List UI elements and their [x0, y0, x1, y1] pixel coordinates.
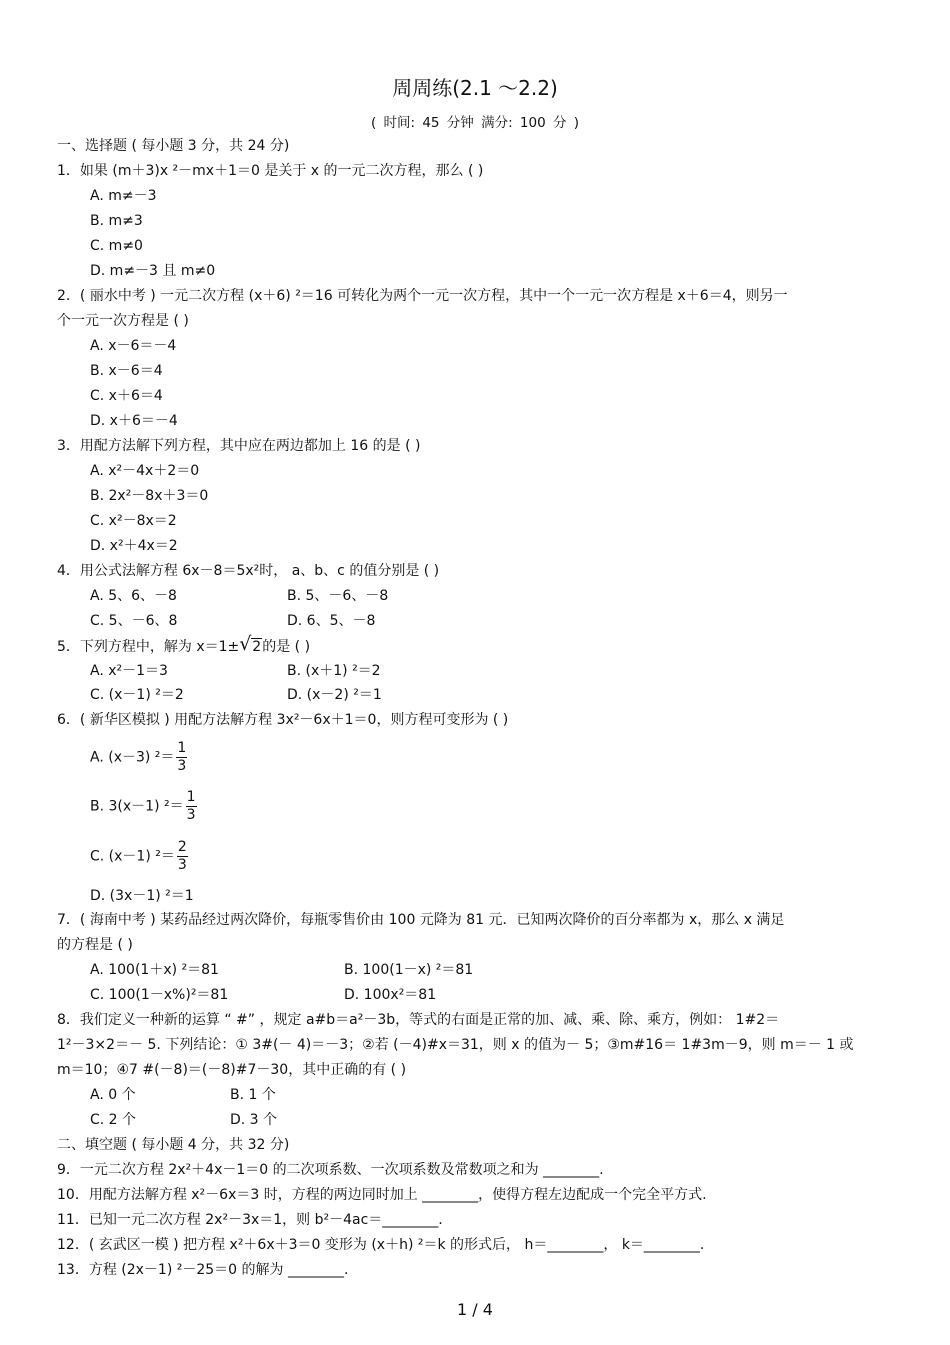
question-3-option-a: A. x²－4x＋2＝0 [90, 463, 200, 479]
question-5-option-b: B. (x＋1) ²＝2 [287, 663, 381, 679]
question-12: 12．( 玄武区一模 ) 把方程 x²＋6x＋3＝0 变形为 (x＋h) ²＝k 的形式后， h＝________， k＝________. [57, 1237, 705, 1253]
question-2-stem-line2: 个一元一次方程是 ( ) [57, 313, 189, 329]
question-7-option-d: D. 100x²＝81 [344, 987, 437, 1003]
question-7-stem-line1: 7．( 海南中考 ) 某药品经过两次降价，每瓶零售价由 100 元降为 81 元．已知两次降价的百分率都为 x，那么 x 满足 [57, 912, 785, 928]
question-8-option-d: D. 3 个 [230, 1112, 278, 1128]
fraction-denominator: 3 [177, 758, 187, 774]
question-10: 10．用配方法解方程 x²－6x＝3 时，方程的两边同时加上 ________，使得方程左边配成一个完全平方式. [57, 1187, 707, 1203]
question-7-stem-line2: 的方程是 ( ) [57, 937, 133, 953]
question-5-stem-text: 5．下列方程中，解为 x＝1± [57, 639, 240, 655]
fraction [177, 839, 188, 874]
question-4-option-c: C. 5、－6、8 [90, 613, 178, 629]
question-7-option-a: A. 100(1＋x) ²＝81 [90, 962, 219, 978]
question-7-option-b: B. 100(1－x) ²＝81 [344, 962, 474, 978]
exam-info: ( 时间: 45 分钟 满分: 100 分 ) [370, 115, 580, 131]
question-8-option-c: C. 2 个 [90, 1112, 137, 1128]
option-c-text: C. (x－1) ²＝ [90, 848, 175, 865]
fraction-numerator: 2 [177, 839, 187, 855]
question-6-stem: 6．( 新华区模拟 ) 用配方法解方程 3x²－6x＋1＝0，则方程可变形为 ( ) [57, 712, 509, 728]
question-9: 9．一元二次方程 2x²＋4x－1＝0 的二次项系数、一次项系数及常数项之和为 ________. [57, 1162, 604, 1178]
question-8-option-a: A. 0 个 [90, 1087, 136, 1103]
question-3-option-d: D. x²＋4x＝2 [90, 538, 178, 554]
question-6-option-d: D. (3x－1) ²＝1 [90, 888, 194, 904]
question-8-stem-line3: m＝10；④7 #(－8)＝(－8)#7－30，其中正确的有 ( ) [57, 1062, 407, 1078]
question-4-option-a: A. 5、6、－8 [90, 588, 177, 604]
question-6-option-b [90, 789, 197, 824]
question-7-option-c: C. 100(1－x%)²＝81 [90, 987, 229, 1003]
fraction-denominator: 3 [186, 807, 196, 823]
question-2-option-a: A. x－6＝－4 [90, 338, 177, 354]
option-a-text: A. (x－3) ²＝ [90, 749, 175, 766]
fraction-numerator: 1 [186, 789, 196, 805]
question-5-option-c: C. (x－1) ²＝2 [90, 687, 184, 703]
section-heading-choice: 一、选择题 ( 每小题 3 分，共 24 分) [57, 138, 290, 154]
question-1-option-b: B. m≠3 [90, 213, 143, 229]
question-6-option-a [90, 740, 187, 775]
question-1-option-c: C. m≠0 [90, 238, 143, 254]
page-number: 1 / 4 [457, 1300, 493, 1319]
fraction [186, 789, 197, 824]
sqrt-radicand: 2 [252, 639, 262, 655]
sqrt-symbol [239, 637, 262, 657]
question-2-stem-line1: 2．( 丽水中考 ) 一元二次方程 (x＋6) ²＝16 可转化为两个一元一次方程，其中一个一元一次方程是 x＋6＝4，则另一 [57, 288, 788, 304]
question-4-option-b: B. 5、－6、－8 [287, 588, 389, 604]
question-5-stem [57, 637, 310, 657]
question-4-stem: 4．用公式法解方程 6x－8＝5x²时， a、b、c 的值分别是 ( ) [57, 563, 440, 579]
fraction [176, 740, 187, 775]
question-1-option-d: D. m≠－3 且 m≠0 [90, 263, 216, 279]
question-2-option-b: B. x－6＝4 [90, 363, 163, 379]
question-8-option-b: B. 1 个 [230, 1087, 276, 1103]
section-heading-fill-in: 二、填空题 ( 每小题 4 分，共 32 分) [57, 1137, 290, 1153]
question-2-option-d: D. x＋6＝－4 [90, 413, 178, 429]
question-3-option-c: C. x²－8x＝2 [90, 513, 177, 529]
question-4-option-d: D. 6、5、－8 [287, 613, 376, 629]
fraction-denominator: 3 [177, 857, 187, 873]
question-5-option-a: A. x²－1＝3 [90, 663, 168, 679]
question-8-stem-line1: 8．我们定义一种新的运算 “ #” ，规定 a#b＝a²－3b，等式的右面是正常的加、减、乘、除、乘方，例如： 1#2＝ [57, 1012, 780, 1028]
option-b-text: B. 3(x－1) ²＝ [90, 798, 184, 815]
fraction-numerator: 1 [177, 740, 187, 756]
question-5-stem-tail: 的是 ( ) [262, 639, 311, 655]
question-2-option-c: C. x＋6＝4 [90, 388, 163, 404]
question-6-option-c [90, 839, 188, 874]
question-8-stem-line2: 1²－3×2＝－ 5. 下列结论：① 3#(－ 4)＝－3；②若 (－4)#x＝31，则 x 的值为－ 5；③m#16＝ 1#3m－9，则 m＝－ 1 或 [57, 1037, 854, 1053]
question-5-option-d: D. (x－2) ²＝1 [287, 687, 382, 703]
question-3-option-b: B. 2x²－8x＋3＝0 [90, 488, 209, 504]
question-11: 11．已知一元二次方程 2x²－3x＝1，则 b²－4ac＝________. [57, 1212, 443, 1228]
question-13: 13．方程 (2x－1) ²－25＝0 的解为 ________. [57, 1262, 349, 1278]
question-3-stem: 3．用配方法解下列方程，其中应在两边都加上 16 的是 ( ) [57, 438, 421, 454]
page-title: 周周练(2.1 ～2.2) [392, 76, 558, 100]
question-1-stem: 1．如果 (m＋3)x ²－mx＋1＝0 是关于 x 的一元二次方程，那么 ( ) [57, 163, 484, 179]
question-1-option-a: A. m≠－3 [90, 188, 157, 204]
